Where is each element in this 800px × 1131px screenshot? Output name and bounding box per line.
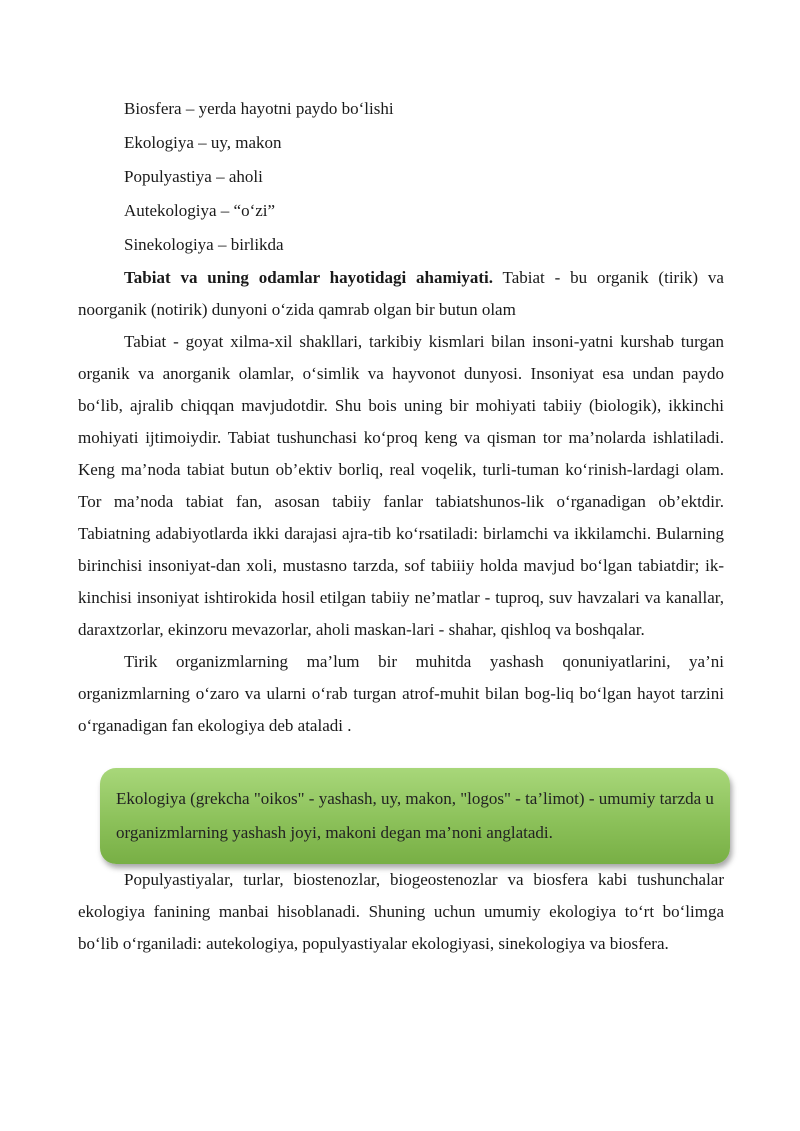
- term-sinekologiya: Sinekologiya – birlikda: [124, 235, 284, 254]
- term-autekologiya: Autekologiya – “o‘zi”: [124, 201, 276, 220]
- body-paragraph-ekologiya-definition: Tirik organizmlarning ma’lum bir muhitda yashash qonuniyatlarini, ya’ni organizmlarning o‘zaro va ularni o‘rab turgan atrof-muhit bilan bog-liq bo‘lgan hayot tarzini o‘rganadigan fan ekologiya deb ataladi .: [78, 652, 724, 735]
- body-paragraph-populyastiyalar: Populyastiyalar, turlar, biostenozlar, biogeostenozlar va biosfera kabi tushunchalar ekologiya fanining manbai hisoblanadi. Shuning uchun umumiy ekologiya to‘rt bo‘limga bo‘lib o‘rganiladi: autekologiya, populyastiyalar ekologiyasi, sinekologiya va biosfera.: [78, 870, 724, 953]
- section-heading: Tabiat va uning odamlar hayotidagi ahamiyati.: [124, 268, 493, 287]
- section-paragraph: [78, 262, 724, 326]
- ekologiya-callout-box: [100, 768, 730, 864]
- term-biosfera: Biosfera – yerda hayotni paydo bo‘lishi: [124, 99, 394, 118]
- section-intro: Tabiat - bu organik (tirik) va noorganik (notirik) dunyoni o‘zida qamrab olgan bir butun olam: [78, 268, 724, 319]
- document-page: [78, 92, 724, 960]
- body-paragraph-tabiat: Tabiat - goyat xilma-xil shakllari, tarkibiy kismlari bilan insoni-yatni kurshab turgan organik va anorganik olamlar, o‘simlik va hayvonot dunyosi. Insoniyat esa undan paydo bo‘lib, ajralib chiqqan mavjudotdir. Shu bois uning bir mohiyati tabiiy (biologik), ikkinchi mohiyati ijtimoiydir. Tabiat tushunchasi ko‘proq keng va qisman tor ma’nolarda ishlatiladi. Keng ma’noda tabiat butun ob’ektiv borliq, real voqelik, turli-tuman ko‘rinish-lardagi olam. Tor ma’noda tabiat fan, asosan tabiiy fanlar tabiatshunos-lik o‘rganadigan ob’ektdir. Tabiatning adabiyotlarda ikki darajasi ajra-tib ko‘rsatiladi: birlamchi va ikkilamchi. Bularning birinchisi insoniyat-dan xoli, mustasno tarzda, sof tabiiiy holda mavjud bo‘lgan tabiatdir; ik-kinchisi insoniyat ishtirokida hosil etilgan tabiiy ne’matlar - tuproq, suv havzalari va kanallar, daraxtzorlar, ekinzoru mevazorlar, aholi maskan-lari - shahar, qishloq va boshqalar.: [78, 332, 724, 639]
- term-populyastiya: Populyastiya – aholi: [124, 167, 263, 186]
- term-ekologiya: Ekologiya – uy, makon: [124, 133, 282, 152]
- callout-text: Ekologiya (grekcha "oikos" - yashash, uy, makon, "logos" - ta’limot) - umumiy tarzda u organizmlarning yashash joyi, makoni degan ma’noni anglatadi.: [116, 789, 714, 842]
